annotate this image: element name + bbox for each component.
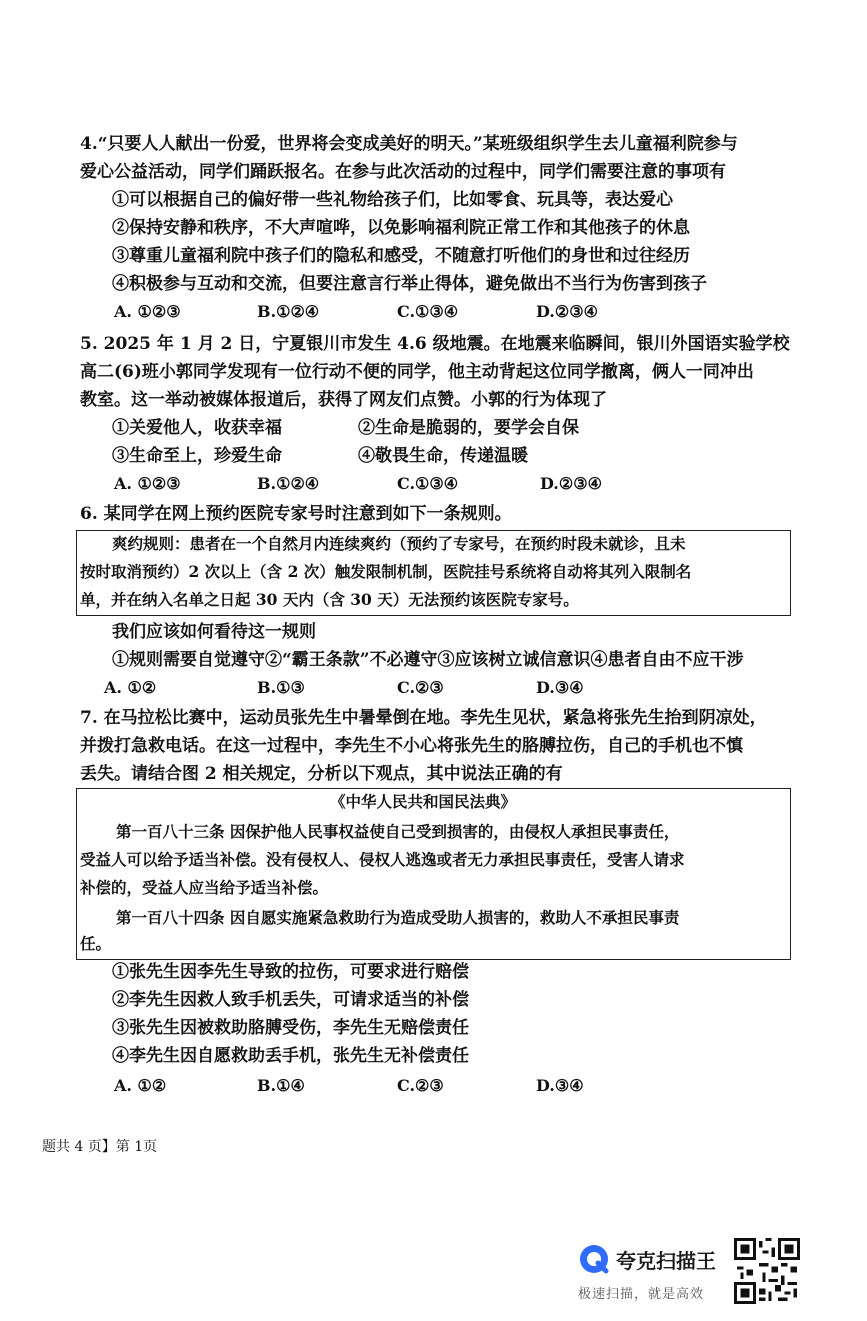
brand-slogan: 极速扫描，就是高效: [578, 1287, 705, 1302]
q5-stem-line3: 教室。这一举动被媒体报道后，获得了网友们点赞。小郭的行为体现了: [80, 390, 607, 410]
q4-statement-3: ③尊重儿童福利院中孩子们的隐私和感受，不随意打听他们的身世和过往经历: [112, 246, 690, 266]
q7-stem-line3: 丢失。请结合图 2 相关规定，分析以下观点，其中说法正确的有: [80, 764, 563, 784]
q7-statement-1: ①张先生因李先生导致的拉伤，可要求进行赔偿: [112, 962, 469, 982]
q6-question: 我们应该如何看待这一规则: [112, 622, 316, 642]
q7-stem-line2: 并拨打急救电话。在这一过程中，李先生不小心将张先生的胳膊拉伤，自己的手机也不慎: [80, 736, 743, 756]
q7-option-b: B.①④: [257, 1076, 305, 1095]
q6-option-a: A. ①②: [104, 678, 157, 697]
q6-statements: ①规则需要自觉遵守②“霸王条款”不必遵守③应该树立诚信意识④患者自由不应干涉: [112, 650, 744, 670]
q5-option-a: A. ①②③: [114, 474, 181, 493]
q5-stem-line1: 5. 2025 年 1 月 2 日，宁夏银川市发生 4.6 级地震。在地震来临瞬间，银川外国语实验学校: [80, 334, 790, 354]
q7-law-line5: 任。: [80, 934, 112, 953]
q7-option-d: D.③④: [536, 1076, 584, 1095]
q5-stem-line2: 高二(6)班小郭同学发现有一位行动不便的同学，他主动背起这位同学撤离，俩人一同冲出: [80, 362, 754, 382]
q7-stem-line1: 7. 在马拉松比赛中，运动员张先生中暑晕倒在地。李先生见状，紧急将张先生抬到阴凉处，: [80, 708, 767, 728]
quark-logo-icon: [578, 1243, 610, 1275]
q4-statement-1: ①可以根据自己的偏好带一些礼物给孩子们，比如零食、玩具等，表达爱心: [112, 190, 673, 210]
q7-law-title: 《中华人民共和国民法典》: [330, 792, 517, 811]
page-footer: 题共 4 页】第 1页: [42, 1139, 158, 1155]
q7-option-a: A. ①②: [114, 1076, 167, 1095]
q4-stem-line1: 4.“只要人人献出一份爱，世界将会变成美好的明天。”某班级组织学生去儿童福利院参与: [80, 134, 738, 154]
q6-rule-line2: 按时取消预约）2 次以上（含 2 次）触发限制机制，医院挂号系统将自动将其列入限制名: [80, 562, 692, 581]
q4-stem-line2: 爱心公益活动，同学们踊跃报名。在参与此次活动的过程中，同学们需要注意的事项有: [80, 162, 726, 182]
q6-rule-line1: 爽约规则：患者在一个自然月内连续爽约（预约了专家号，在预约时段未就诊，且未: [112, 534, 686, 553]
qr-code-icon: [734, 1238, 800, 1304]
q6-option-c: C.②③: [397, 678, 444, 697]
q5-statement-3: ③生命至上，珍爱生命: [112, 446, 282, 466]
q4-statement-2: ②保持安静和秩序，不大声喧哗，以免影响福利院正常工作和其他孩子的休息: [112, 218, 690, 238]
q7-statement-2: ②李先生因救人致手机丢失，可请求适当的补偿: [112, 990, 469, 1010]
q5-statement-4: ④敬畏生命，传递温暖: [358, 446, 528, 466]
q7-law-line2: 受益人可以给予适当补偿。没有侵权人、侵权人逃逸或者无力承担民事责任，受害人请求: [80, 850, 685, 869]
q5-option-b: B.①②④: [257, 474, 320, 493]
q4-option-a: A. ①②③: [114, 302, 181, 321]
q6-option-d: D.③④: [536, 678, 584, 697]
q4-option-b: B.①②④: [257, 302, 320, 321]
brand-name: 夸克扫描王: [616, 1249, 716, 1273]
q7-statement-4: ④李先生因自愿救助丢手机，张先生无补偿责任: [112, 1046, 469, 1066]
q6-stem: 6. 某同学在网上预约医院专家号时注意到如下一条规则。: [80, 504, 512, 524]
q7-law-line1: 第一百八十三条 因保护他人民事权益使自己受到损害的，由侵权人承担民事责任，: [116, 822, 680, 841]
q7-statement-3: ③张先生因被救助胳膊受伤，李先生无赔偿责任: [112, 1018, 469, 1038]
q5-statement-2: ②生命是脆弱的，要学会自保: [358, 418, 579, 438]
q5-statement-1: ①关爱他人，收获幸福: [112, 418, 282, 438]
q7-option-c: C.②③: [397, 1076, 444, 1095]
q6-rule-line3: 单，并在纳入名单之日起 30 天内（含 30 天）无法预约该医院专家号。: [80, 590, 579, 609]
q6-option-b: B.①③: [257, 678, 305, 697]
q7-law-line4: 第一百八十四条 因自愿实施紧急救助行为造成受助人损害的，救助人不承担民事责: [116, 908, 680, 927]
q4-option-d: D.②③④: [536, 302, 598, 321]
q7-law-line3: 补偿的，受益人应当给予适当补偿。: [80, 878, 329, 897]
q4-statement-4: ④积极参与互动和交流，但要注意言行举止得体，避免做出不当行为伤害到孩子: [112, 274, 707, 294]
q5-option-c: C.①③④: [397, 474, 459, 493]
q5-option-d: D.②③④: [540, 474, 602, 493]
q4-option-c: C.①③④: [397, 302, 459, 321]
